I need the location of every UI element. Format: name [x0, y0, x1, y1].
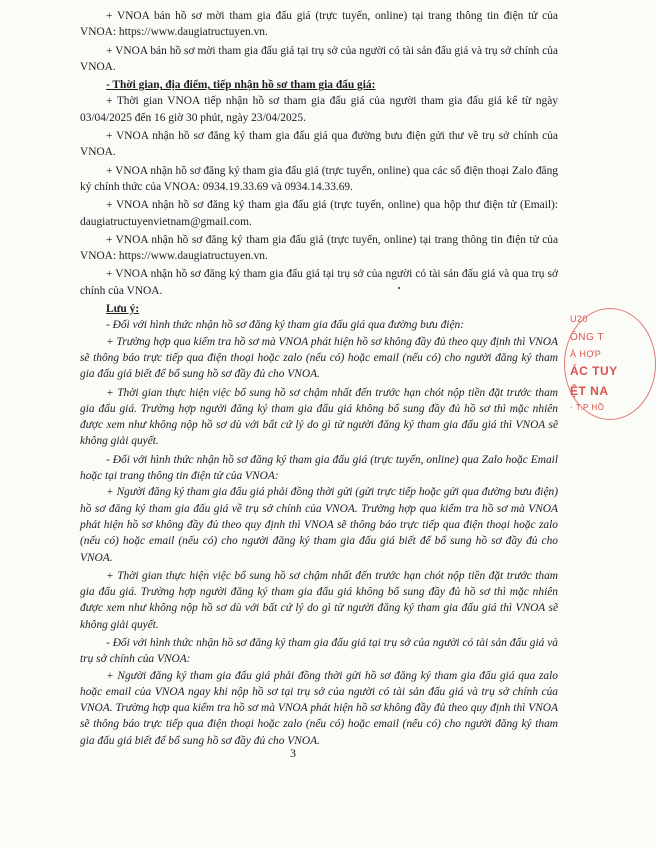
- paragraph: + VNOA nhận hồ sơ đăng ký tham gia đấu giá (trực tuyến, online) tại trang thông tin điện tử của VNOA: https://www.daugiatructuyen.vn.: [80, 233, 558, 263]
- note-paragraph: + Người đăng ký tham gia đấu giá phải đồng thời gửi (gửi trực tiếp hoặc gửi qua đường bưu điện) hồ sơ đăng ký tham gia đấu giá về trụ sở chính của VNOA. Trường hợp qua kiểm tra hồ sơ mà VNOA phát hiện hồ sơ không đầy đủ theo quy định thì VNOA sẽ thông báo trực tiếp qua điện thoại hoặc zalo (nếu có) hoặc email (nếu có) cho người đăng ký tham gia đấu giá biết để bổ sung hồ sơ đầy đủ cho VNOA.: [80, 486, 558, 564]
- section-heading: - Thời gian, địa điểm, tiếp nhận hồ sơ tham gia đấu giá:: [106, 79, 376, 92]
- red-seal-stamp: [560, 308, 618, 418]
- paragraph: + Thời gian VNOA tiếp nhận hồ sơ tham gia đấu giá của người tham gia đấu giá kể từ ngày 03/04/2025 đến 16 giờ 30 phút, ngày 23/04/2025.: [80, 95, 558, 124]
- note-paragraph: + Thời gian thực hiện việc bổ sung hồ sơ chậm nhất đến trước hạn chót nộp tiền đặt trước tham gia đấu giá. Trường hợp người đăng ký tham gia đấu giá không bổ sung đầy đủ hồ sơ thì mặc nhiên được xem như không nộp hồ sơ dù với bất cứ lý do gì từ người đăng ký tham gia đấu giá thì VNOA sẽ không giải quyết.: [80, 386, 558, 448]
- note-label: Lưu ý:: [106, 303, 140, 316]
- seal-text: ÔNG T: [570, 332, 604, 343]
- seal-text: U20: [570, 314, 589, 324]
- paragraph: + VNOA nhận hồ sơ đăng ký tham gia đấu giá qua đường bưu điện gửi thư về trụ sở chính của VNOA.: [80, 130, 558, 159]
- paragraph: + VNOA bán hồ sơ mời tham gia đấu giá tại trụ sở của người có tài sản đấu giá và trụ sở chính của VNOA.: [80, 44, 558, 73]
- seal-text: ỆT NA: [570, 384, 609, 398]
- paragraph: + VNOA nhận hồ sơ đăng ký tham gia đấu giá tại trụ sở của người có tài sản đấu giá và qua trụ sở chính của VNOA.: [80, 268, 558, 297]
- note-paragraph: + Thời gian thực hiện việc bổ sung hồ sơ chậm nhất đến trước hạn chót nộp tiền đặt trước tham gia đấu giá. Trường hợp người đăng ký tham gia đấu giá không bổ sung đầy đủ hồ sơ thì mặc nhiên được xem như không nộp hồ sơ dù với bất cứ lý do gì từ người đăng ký tham gia đấu giá thì VNOA sẽ không giải quyết.: [80, 569, 558, 631]
- note-paragraph: + Trường hợp qua kiểm tra hồ sơ mà VNOA phát hiện hồ sơ không đầy đủ theo quy định thì VNOA sẽ thông báo trực tiếp qua điện thoại hoặc zalo (nếu có) hoặc email (nếu có) cho người đăng ký tham gia đấu giá biết để bổ sung hồ sơ đầy đủ cho VNOA.: [80, 335, 558, 381]
- note-paragraph: - Đối với hình thức nhận hồ sơ đăng ký tham gia đấu giá tại trụ sở của người có tài sản đấu giá và trụ sở chính của VNOA:: [80, 636, 558, 666]
- paragraph: + VNOA bán hồ sơ mời tham gia đấu giá (trực tuyến, online) tại trang thông tin điện tử của VNOA: https://www.daugiatructuyen.vn.: [80, 10, 558, 39]
- document-body: [80, 8, 558, 749]
- seal-text: ÁC TUY: [570, 364, 618, 378]
- seal-text: Á HỢP: [570, 349, 602, 359]
- note-paragraph: - Đối với hình thức nhận hồ sơ đăng ký tham gia đấu giá (trực tuyến, online) qua Zalo hoặc Email hoặc tại trang thông tin điện tử của VNOA:: [80, 453, 558, 483]
- note-paragraph: + Người đăng ký tham gia đấu giá phải đồng thời gửi hồ sơ đăng ký tham gia đấu giá qua zalo hoặc email của VNOA ngay khi nộp hồ sơ tại trụ sở của người có tài sản đấu giá và trụ sở chính của VNOA. Trường hợp qua kiểm tra hồ sơ mà VNOA phát hiện hồ sơ không đầy đủ theo quy định thì VNOA sẽ thông báo trực tiếp qua điện thoại hoặc zalo (nếu có) hoặc email (nếu có) cho người đăng ký tham gia đấu giá biết để bổ sung hồ sơ đầy đủ cho VNOA.: [80, 669, 558, 747]
- paragraph: + VNOA nhận hồ sơ đăng ký tham gia đấu giá (trực tuyến, online) qua hộp thư điện tử (Email): daugiatructuyenvietnam@gmail.com.: [80, 199, 558, 228]
- seal-text: - T.P HỒ: [570, 403, 605, 412]
- note-paragraph: - Đối với hình thức nhận hồ sơ đăng ký tham gia đấu giá qua đường bưu điện:: [106, 319, 464, 332]
- paragraph: + VNOA nhận hồ sơ đăng ký tham gia đấu giá (trực tuyến, online) qua các số điện thoại Zalo đăng ký chính thức của VNOA: 0934.19.33.69 và 0934.14.33.69.: [80, 164, 558, 193]
- page-number: 3: [290, 746, 296, 760]
- ink-dot: [398, 287, 400, 289]
